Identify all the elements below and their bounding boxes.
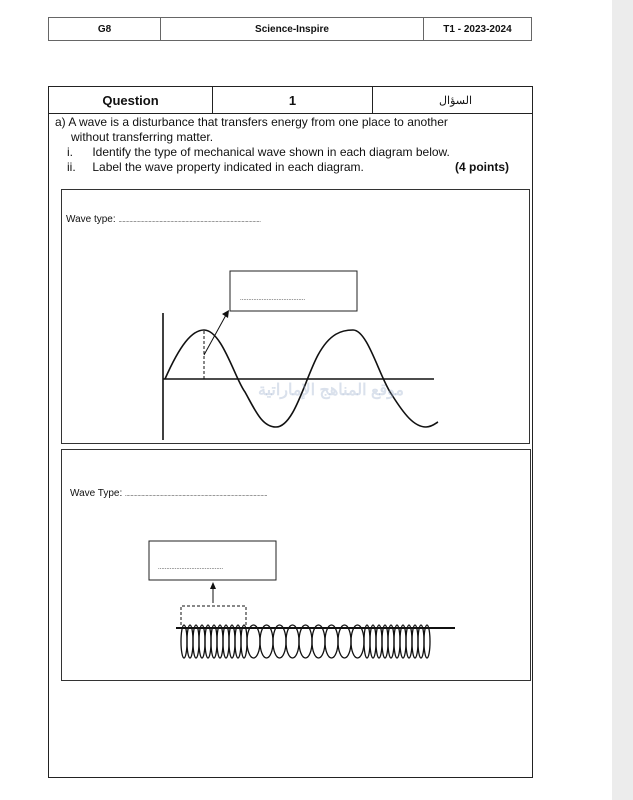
label-answer-box-2 xyxy=(149,541,276,580)
question-number: 1 xyxy=(213,87,373,113)
spring-coil xyxy=(199,625,205,658)
grade-cell: G8 xyxy=(49,18,161,40)
spring-coil xyxy=(181,625,187,658)
spring-coil xyxy=(376,625,382,658)
spring-coil xyxy=(211,625,217,658)
spring-coil xyxy=(382,625,388,658)
item-i-numeral: i. xyxy=(67,145,73,159)
item-i-text: Identify the type of mechanical wave shown in each diagram below. xyxy=(92,145,450,159)
part-a-letter: a) xyxy=(55,115,66,129)
spring-coil xyxy=(400,625,406,658)
answer-2-dots: ....................................... xyxy=(158,565,224,571)
compression-bracket xyxy=(181,606,246,625)
spring-coil xyxy=(412,625,418,658)
watermark: موقع المناهج الإماراتية xyxy=(258,382,404,399)
spring-coils xyxy=(176,625,455,658)
spring-coil xyxy=(273,625,286,658)
spring-coil xyxy=(247,625,260,658)
spring-coil xyxy=(193,625,199,658)
spring-coil xyxy=(205,625,211,658)
wave-type-1-label: Wave type: xyxy=(66,214,116,225)
spring-coil xyxy=(424,625,430,658)
spring-coil xyxy=(260,625,273,658)
arrow-icon xyxy=(210,582,216,589)
spring-coil xyxy=(394,625,400,658)
wave-type-2-answer-line: ........................................................................................................ xyxy=(125,492,268,498)
spring-coil xyxy=(223,625,229,658)
item-ii-numeral: ii. xyxy=(67,160,76,174)
answer-1-dots: ....................................... xyxy=(240,296,306,302)
spring-coil xyxy=(351,625,364,658)
points-label: (4 points) xyxy=(455,160,509,174)
spring-coil xyxy=(286,625,299,658)
item-ii-text: Label the wave property indicated in each diagram. xyxy=(92,160,364,174)
spring-coil xyxy=(325,625,338,658)
spring-coil xyxy=(406,625,412,658)
spring-coil xyxy=(235,625,241,658)
subject-cell: Science-Inspire xyxy=(161,18,424,40)
wave-type-2-label: Wave Type: xyxy=(70,488,123,499)
spring-coil xyxy=(370,625,376,658)
question-label: Question xyxy=(49,87,213,113)
wave-type-1-answer-line: ........................................................................................................ xyxy=(118,218,261,224)
spring-coil xyxy=(241,625,247,658)
question-label-arabic: السؤال xyxy=(439,94,472,107)
spring-coil xyxy=(338,625,351,658)
spring-coil xyxy=(312,625,325,658)
part-a-text-2: without transferring matter. xyxy=(71,130,214,144)
spring-coil xyxy=(299,625,312,658)
term-cell: T1 - 2023-2024 xyxy=(443,23,512,35)
spring-coil xyxy=(364,625,370,658)
spring-coil xyxy=(229,625,235,658)
spring-coil xyxy=(388,625,394,658)
part-a-text-1: A wave is a disturbance that transfers energy from one place to another xyxy=(68,115,448,129)
spring-coil xyxy=(418,625,424,658)
spring-coil xyxy=(187,625,193,658)
spring-coil xyxy=(217,625,223,658)
